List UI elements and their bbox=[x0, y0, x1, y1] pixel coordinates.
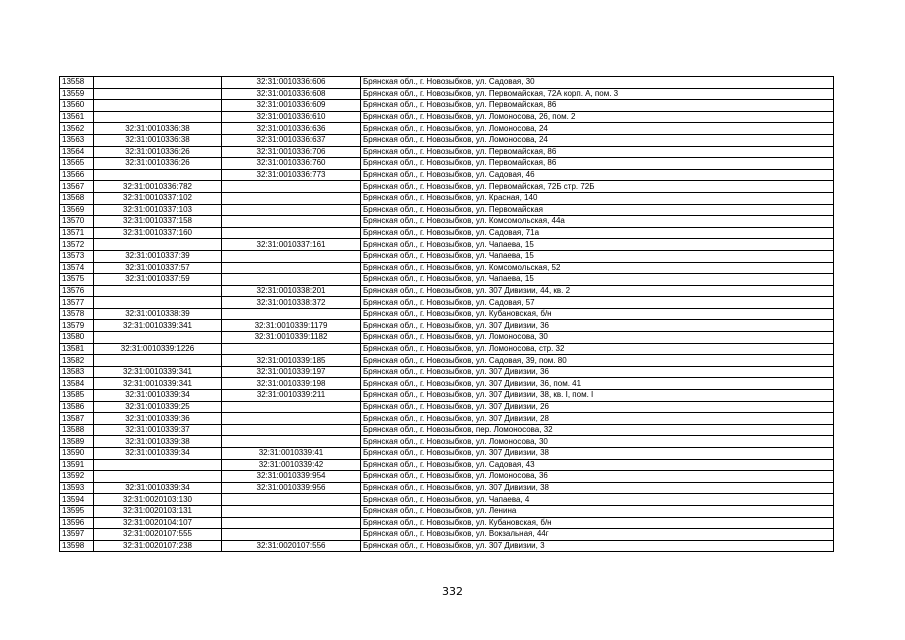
table-row bbox=[60, 158, 834, 170]
table-row bbox=[60, 181, 834, 193]
record-number-cell: 13570 bbox=[60, 216, 94, 228]
address-cell: Брянская обл., г. Новозыбков, ул. Красная, 140 bbox=[361, 192, 834, 204]
parcel-cadastral-number-cell: 32:31:0020107:238 bbox=[94, 540, 222, 552]
object-cadastral-number-cell bbox=[222, 308, 361, 320]
registry-table-body bbox=[60, 77, 834, 552]
table-row bbox=[60, 227, 834, 239]
object-cadastral-number-cell bbox=[222, 192, 361, 204]
table-row bbox=[60, 332, 834, 344]
parcel-cadastral-number-cell: 32:31:0010337:102 bbox=[94, 192, 222, 204]
table-row bbox=[60, 459, 834, 471]
object-cadastral-number-cell bbox=[222, 262, 361, 274]
parcel-cadastral-number-cell bbox=[94, 88, 222, 100]
address-cell: Брянская обл., г. Новозыбков, ул. Первомайская, 86 bbox=[361, 146, 834, 158]
table-row bbox=[60, 239, 834, 251]
table-row bbox=[60, 436, 834, 448]
address-cell: Брянская обл., г. Новозыбков, ул. Садовая, 43 bbox=[361, 459, 834, 471]
table-row bbox=[60, 204, 834, 216]
parcel-cadastral-number-cell: 32:31:0010337:158 bbox=[94, 216, 222, 228]
object-cadastral-number-cell: 32:31:0010336:606 bbox=[222, 77, 361, 89]
object-cadastral-number-cell: 32:31:0010336:636 bbox=[222, 123, 361, 135]
table-row bbox=[60, 262, 834, 274]
table-row bbox=[60, 366, 834, 378]
table-row bbox=[60, 505, 834, 517]
table-row bbox=[60, 134, 834, 146]
record-number-cell: 13569 bbox=[60, 204, 94, 216]
address-cell: Брянская обл., г. Новозыбков, ул. Ленина bbox=[361, 505, 834, 517]
record-number-cell: 13561 bbox=[60, 111, 94, 123]
object-cadastral-number-cell: 32:31:0010336:609 bbox=[222, 100, 361, 112]
table-row bbox=[60, 285, 834, 297]
address-cell: Брянская обл., г. Новозыбков, ул. Ломоносова, 24 bbox=[361, 134, 834, 146]
object-cadastral-number-cell: 32:31:0010339:1179 bbox=[222, 320, 361, 332]
table-row bbox=[60, 390, 834, 402]
address-cell: Брянская обл., г. Новозыбков, ул. 307 Дивизии, 28 bbox=[361, 413, 834, 425]
record-number-cell: 13565 bbox=[60, 158, 94, 170]
table-row bbox=[60, 448, 834, 460]
address-cell: Брянская обл., г. Новозыбков, ул. Комсомольская, 44а bbox=[361, 216, 834, 228]
object-cadastral-number-cell bbox=[222, 436, 361, 448]
parcel-cadastral-number-cell: 32:31:0010336:38 bbox=[94, 123, 222, 135]
address-cell: Брянская обл., г. Новозыбков, ул. 307 Дивизии, 38 bbox=[361, 448, 834, 460]
record-number-cell: 13571 bbox=[60, 227, 94, 239]
table-row bbox=[60, 274, 834, 286]
record-number-cell: 13593 bbox=[60, 482, 94, 494]
object-cadastral-number-cell: 32:31:0010336:760 bbox=[222, 158, 361, 170]
parcel-cadastral-number-cell: 32:31:0010339:341 bbox=[94, 378, 222, 390]
object-cadastral-number-cell bbox=[222, 274, 361, 286]
table-row bbox=[60, 413, 834, 425]
table-row bbox=[60, 355, 834, 367]
record-number-cell: 13597 bbox=[60, 529, 94, 541]
address-cell: Брянская обл., г. Новозыбков, пер. Ломоносова, 32 bbox=[361, 424, 834, 436]
address-cell: Брянская обл., г. Новозыбков, ул. Ломоносова, 30 bbox=[361, 436, 834, 448]
object-cadastral-number-cell: 32:31:0010336:608 bbox=[222, 88, 361, 100]
record-number-cell: 13588 bbox=[60, 424, 94, 436]
page-number: 332 bbox=[442, 585, 463, 598]
object-cadastral-number-cell: 32:31:0010338:201 bbox=[222, 285, 361, 297]
object-cadastral-number-cell bbox=[222, 424, 361, 436]
object-cadastral-number-cell: 32:31:0010339:211 bbox=[222, 390, 361, 402]
table-row bbox=[60, 320, 834, 332]
parcel-cadastral-number-cell: 32:31:0010336:26 bbox=[94, 158, 222, 170]
table-row bbox=[60, 169, 834, 181]
parcel-cadastral-number-cell bbox=[94, 77, 222, 89]
parcel-cadastral-number-cell bbox=[94, 459, 222, 471]
parcel-cadastral-number-cell: 32:31:0010339:1226 bbox=[94, 343, 222, 355]
object-cadastral-number-cell bbox=[222, 401, 361, 413]
address-cell: Брянская обл., г. Новозыбков, ул. Первомайская, 72А корп. А, пом. 3 bbox=[361, 88, 834, 100]
record-number-cell: 13587 bbox=[60, 413, 94, 425]
address-cell: Брянская обл., г. Новозыбков, ул. Садовая, 39, пом. 80 bbox=[361, 355, 834, 367]
record-number-cell: 13580 bbox=[60, 332, 94, 344]
address-cell: Брянская обл., г. Новозыбков, ул. Комсомольская, 52 bbox=[361, 262, 834, 274]
parcel-cadastral-number-cell: 32:31:0010337:57 bbox=[94, 262, 222, 274]
table-row bbox=[60, 424, 834, 436]
record-number-cell: 13598 bbox=[60, 540, 94, 552]
record-number-cell: 13559 bbox=[60, 88, 94, 100]
object-cadastral-number-cell bbox=[222, 505, 361, 517]
record-number-cell: 13578 bbox=[60, 308, 94, 320]
parcel-cadastral-number-cell: 32:31:0010336:38 bbox=[94, 134, 222, 146]
record-number-cell: 13586 bbox=[60, 401, 94, 413]
address-cell: Брянская обл., г. Новозыбков, ул. 307 Дивизии, 38, кв. I, пом. I bbox=[361, 390, 834, 402]
record-number-cell: 13568 bbox=[60, 192, 94, 204]
record-number-cell: 13558 bbox=[60, 77, 94, 89]
parcel-cadastral-number-cell: 32:31:0010339:34 bbox=[94, 390, 222, 402]
address-cell: Брянская обл., г. Новозыбков, ул. 307 Дивизии, 36 bbox=[361, 320, 834, 332]
address-cell: Брянская обл., г. Новозыбков, ул. 307 Дивизии, 38 bbox=[361, 482, 834, 494]
object-cadastral-number-cell: 32:31:0010339:954 bbox=[222, 471, 361, 483]
record-number-cell: 13595 bbox=[60, 505, 94, 517]
object-cadastral-number-cell: 32:31:0010336:773 bbox=[222, 169, 361, 181]
table-row bbox=[60, 250, 834, 262]
object-cadastral-number-cell bbox=[222, 227, 361, 239]
address-cell: Брянская обл., г. Новозыбков, ул. Первомайская, 86 bbox=[361, 100, 834, 112]
address-cell: Брянская обл., г. Новозыбков, ул. 307 Дивизии, 26 bbox=[361, 401, 834, 413]
table-row bbox=[60, 77, 834, 89]
address-cell: Брянская обл., г. Новозыбков, ул. Ломоносова, 36 bbox=[361, 471, 834, 483]
object-cadastral-number-cell bbox=[222, 204, 361, 216]
address-cell: Брянская обл., г. Новозыбков, ул. Ломоносова, 30 bbox=[361, 332, 834, 344]
table-row bbox=[60, 401, 834, 413]
address-cell: Брянская обл., г. Новозыбков, ул. 307 Дивизии, 3 bbox=[361, 540, 834, 552]
parcel-cadastral-number-cell: 32:31:0010339:341 bbox=[94, 366, 222, 378]
table-row bbox=[60, 308, 834, 320]
record-number-cell: 13582 bbox=[60, 355, 94, 367]
parcel-cadastral-number-cell: 32:31:0010339:25 bbox=[94, 401, 222, 413]
address-cell: Брянская обл., г. Новозыбков, ул. Вокзальная, 44г bbox=[361, 529, 834, 541]
address-cell: Брянская обл., г. Новозыбков, ул. Садовая, 71а bbox=[361, 227, 834, 239]
table-row bbox=[60, 482, 834, 494]
table-row bbox=[60, 123, 834, 135]
record-number-cell: 13566 bbox=[60, 169, 94, 181]
object-cadastral-number-cell: 32:31:0010337:161 bbox=[222, 239, 361, 251]
address-cell: Брянская обл., г. Новозыбков, ул. Первомайская, 72Б стр. 72Б bbox=[361, 181, 834, 193]
table-row bbox=[60, 216, 834, 228]
table-row bbox=[60, 297, 834, 309]
parcel-cadastral-number-cell: 32:31:0010337:160 bbox=[94, 227, 222, 239]
object-cadastral-number-cell bbox=[222, 517, 361, 529]
parcel-cadastral-number-cell: 32:31:0010339:34 bbox=[94, 448, 222, 460]
address-cell: Брянская обл., г. Новозыбков, ул. Чапаева, 15 bbox=[361, 274, 834, 286]
address-cell: Брянская обл., г. Новозыбков, ул. Садовая, 30 bbox=[361, 77, 834, 89]
address-cell: Брянская обл., г. Новозыбков, ул. Чапаева, 15 bbox=[361, 250, 834, 262]
parcel-cadastral-number-cell: 32:31:0010339:341 bbox=[94, 320, 222, 332]
parcel-cadastral-number-cell bbox=[94, 111, 222, 123]
record-number-cell: 13579 bbox=[60, 320, 94, 332]
record-number-cell: 13585 bbox=[60, 390, 94, 402]
record-number-cell: 13581 bbox=[60, 343, 94, 355]
table-row bbox=[60, 494, 834, 506]
parcel-cadastral-number-cell: 32:31:0010339:38 bbox=[94, 436, 222, 448]
address-cell: Брянская обл., г. Новозыбков, ул. Чапаева, 4 bbox=[361, 494, 834, 506]
table-row bbox=[60, 100, 834, 112]
parcel-cadastral-number-cell: 32:31:0020104:107 bbox=[94, 517, 222, 529]
object-cadastral-number-cell bbox=[222, 250, 361, 262]
address-cell: Брянская обл., г. Новозыбков, ул. Садовая, 46 bbox=[361, 169, 834, 181]
address-cell: Брянская обл., г. Новозыбков, ул. Садовая, 57 bbox=[361, 297, 834, 309]
table-row bbox=[60, 529, 834, 541]
record-number-cell: 13573 bbox=[60, 250, 94, 262]
address-cell: Брянская обл., г. Новозыбков, ул. 307 Дивизии, 44, кв. 2 bbox=[361, 285, 834, 297]
object-cadastral-number-cell: 32:31:0010339:41 bbox=[222, 448, 361, 460]
table-row bbox=[60, 111, 834, 123]
record-number-cell: 13577 bbox=[60, 297, 94, 309]
record-number-cell: 13567 bbox=[60, 181, 94, 193]
parcel-cadastral-number-cell: 32:31:0010337:103 bbox=[94, 204, 222, 216]
object-cadastral-number-cell bbox=[222, 413, 361, 425]
table-row bbox=[60, 517, 834, 529]
parcel-cadastral-number-cell: 32:31:0010339:36 bbox=[94, 413, 222, 425]
object-cadastral-number-cell bbox=[222, 181, 361, 193]
parcel-cadastral-number-cell: 32:31:0010339:37 bbox=[94, 424, 222, 436]
address-cell: Брянская обл., г. Новозыбков, ул. Кубановская, б/н bbox=[361, 308, 834, 320]
record-number-cell: 13589 bbox=[60, 436, 94, 448]
object-cadastral-number-cell: 32:31:0010339:185 bbox=[222, 355, 361, 367]
record-number-cell: 13574 bbox=[60, 262, 94, 274]
address-cell: Брянская обл., г. Новозыбков, ул. 307 Дивизии, 36 bbox=[361, 366, 834, 378]
object-cadastral-number-cell: 32:31:0010336:637 bbox=[222, 134, 361, 146]
object-cadastral-number-cell bbox=[222, 216, 361, 228]
object-cadastral-number-cell: 32:31:0010339:42 bbox=[222, 459, 361, 471]
record-number-cell: 13560 bbox=[60, 100, 94, 112]
parcel-cadastral-number-cell bbox=[94, 332, 222, 344]
parcel-cadastral-number-cell: 32:31:0010337:59 bbox=[94, 274, 222, 286]
parcel-cadastral-number-cell: 32:31:0020103:131 bbox=[94, 505, 222, 517]
object-cadastral-number-cell bbox=[222, 494, 361, 506]
object-cadastral-number-cell bbox=[222, 343, 361, 355]
parcel-cadastral-number-cell bbox=[94, 355, 222, 367]
table-row bbox=[60, 540, 834, 552]
object-cadastral-number-cell: 32:31:0010339:1182 bbox=[222, 332, 361, 344]
address-cell: Брянская обл., г. Новозыбков, ул. Ломоносова, 26, пом. 2 bbox=[361, 111, 834, 123]
parcel-cadastral-number-cell: 32:31:0010339:34 bbox=[94, 482, 222, 494]
parcel-cadastral-number-cell: 32:31:0010336:26 bbox=[94, 146, 222, 158]
record-number-cell: 13592 bbox=[60, 471, 94, 483]
record-number-cell: 13591 bbox=[60, 459, 94, 471]
parcel-cadastral-number-cell bbox=[94, 285, 222, 297]
object-cadastral-number-cell: 32:31:0010339:956 bbox=[222, 482, 361, 494]
record-number-cell: 13583 bbox=[60, 366, 94, 378]
parcel-cadastral-number-cell: 32:31:0010336:782 bbox=[94, 181, 222, 193]
parcel-cadastral-number-cell: 32:31:0010338:39 bbox=[94, 308, 222, 320]
object-cadastral-number-cell: 32:31:0010338:372 bbox=[222, 297, 361, 309]
parcel-cadastral-number-cell bbox=[94, 100, 222, 112]
parcel-cadastral-number-cell: 32:31:0020103:130 bbox=[94, 494, 222, 506]
table-row bbox=[60, 471, 834, 483]
property-registry-table bbox=[59, 76, 834, 552]
table-row bbox=[60, 378, 834, 390]
record-number-cell: 13596 bbox=[60, 517, 94, 529]
record-number-cell: 13572 bbox=[60, 239, 94, 251]
address-cell: Брянская обл., г. Новозыбков, ул. Первомайская, 86 bbox=[361, 158, 834, 170]
address-cell: Брянская обл., г. Новозыбков, ул. 307 Дивизии, 36, пом. 41 bbox=[361, 378, 834, 390]
address-cell: Брянская обл., г. Новозыбков, ул. Ломоносова, стр. 32 bbox=[361, 343, 834, 355]
record-number-cell: 13576 bbox=[60, 285, 94, 297]
record-number-cell: 13563 bbox=[60, 134, 94, 146]
table-row bbox=[60, 146, 834, 158]
table-row bbox=[60, 343, 834, 355]
record-number-cell: 13594 bbox=[60, 494, 94, 506]
address-cell: Брянская обл., г. Новозыбков, ул. Ломоносова, 24 bbox=[361, 123, 834, 135]
object-cadastral-number-cell: 32:31:0020107:556 bbox=[222, 540, 361, 552]
address-cell: Брянская обл., г. Новозыбков, ул. Кубановская, б/н bbox=[361, 517, 834, 529]
table-row bbox=[60, 88, 834, 100]
object-cadastral-number-cell: 32:31:0010339:197 bbox=[222, 366, 361, 378]
object-cadastral-number-cell: 32:31:0010336:610 bbox=[222, 111, 361, 123]
parcel-cadastral-number-cell bbox=[94, 239, 222, 251]
parcel-cadastral-number-cell: 32:31:0020107:555 bbox=[94, 529, 222, 541]
address-cell: Брянская обл., г. Новозыбков, ул. Чапаева, 15 bbox=[361, 239, 834, 251]
record-number-cell: 13575 bbox=[60, 274, 94, 286]
object-cadastral-number-cell: 32:31:0010339:198 bbox=[222, 378, 361, 390]
table-row bbox=[60, 192, 834, 204]
object-cadastral-number-cell bbox=[222, 529, 361, 541]
parcel-cadastral-number-cell bbox=[94, 297, 222, 309]
object-cadastral-number-cell: 32:31:0010336:706 bbox=[222, 146, 361, 158]
parcel-cadastral-number-cell bbox=[94, 471, 222, 483]
record-number-cell: 13562 bbox=[60, 123, 94, 135]
record-number-cell: 13590 bbox=[60, 448, 94, 460]
parcel-cadastral-number-cell: 32:31:0010337:39 bbox=[94, 250, 222, 262]
record-number-cell: 13584 bbox=[60, 378, 94, 390]
address-cell: Брянская обл., г. Новозыбков, ул. Первомайская bbox=[361, 204, 834, 216]
parcel-cadastral-number-cell bbox=[94, 169, 222, 181]
record-number-cell: 13564 bbox=[60, 146, 94, 158]
